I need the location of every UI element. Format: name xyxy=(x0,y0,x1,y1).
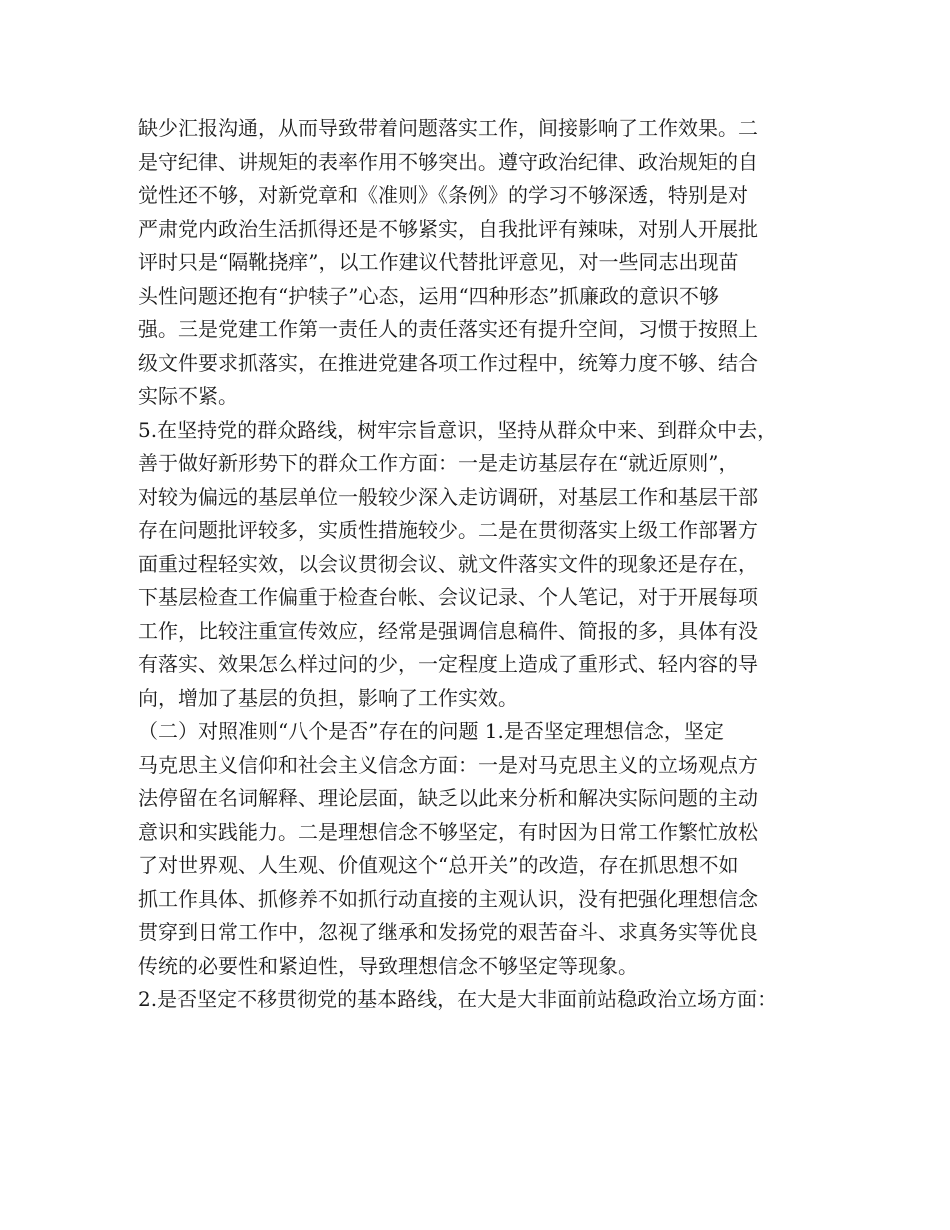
text-line: 善于做好新形势下的群众工作方面：一是走访基层存在“就近原则”， xyxy=(138,451,739,475)
text-line: 级文件要求抓落实，在推进党建各项工作过程中，统筹力度不够、结合 xyxy=(138,350,758,375)
text-line: 传统的必要性和紧迫性，导致理想信念不够坚定等现象。 xyxy=(138,953,638,978)
text-line: 法停留在名词解释、理论层面，缺乏以此来分析和解决实际问题的主动 xyxy=(138,786,758,810)
text-line: 实际不紧。 xyxy=(138,384,238,408)
body-text xyxy=(138,112,838,1017)
text-line: 是守纪律、讲规矩的表率作用不够突出。遵守政治纪律、政治规矩的自 xyxy=(138,149,758,174)
text-line: 面重过程轻实效，以会议贯彻会议、就文件落实文件的现象还是存在， xyxy=(138,551,758,576)
text-line: 强。三是党建工作第一责任人的责任落实还有提升空间，习惯于按照上 xyxy=(138,317,758,341)
text-line: 贯穿到日常工作中，忽视了继承和发扬党的艰苦奋斗、求真务实等优良 xyxy=(138,920,758,944)
text-line: 5.在坚持党的群众路线，树牢宗旨意识，坚持从群众中来、到群众中去， xyxy=(138,417,778,442)
text-line: 觉性还不够，对新党章和《准则》《条例》的学习不够深透，特别是对 xyxy=(138,183,748,207)
text-line: 对较为偏远的基层单位一般较少深入走访调研，对基层工作和基层干部 xyxy=(138,484,758,509)
text-line: 下基层检查工作偏重于检查台帐、会议记录、个人笔记，对于开展每项 xyxy=(138,585,758,609)
text-line: 意识和实践能力。二是理想信念不够坚定，有时因为日常工作繁忙放松 xyxy=(138,819,758,844)
text-line: 工作，比较注重宣传效应，经常是强调信息稿件、简报的多，具体有没 xyxy=(138,618,758,643)
text-line: 严肃党内政治生活抓得还是不够紧实，自我批评有辣味，对别人开展批 xyxy=(138,216,758,241)
text-line: 头性问题还抱有“护犊子”心态，运用“四种形态”抓廉政的意识不够 xyxy=(138,283,719,308)
text-line: 有落实、效果怎么样过问的少，一定程度上造成了重形式、轻内容的导 xyxy=(138,652,758,676)
text-line: 2.是否坚定不移贯彻党的基本路线，在大是大非面前站稳政治立场方面： xyxy=(138,987,778,1011)
text-line: 存在问题批评较多，实质性措施较少。二是在贯彻落实上级工作部署方 xyxy=(138,518,758,542)
text-line: 向，增加了基层的负担，影响了工作实效。 xyxy=(138,685,518,710)
text-line: 缺少汇报沟通，从而导致带着问题落实工作，间接影响了工作效果。二 xyxy=(138,116,758,140)
text-line: 马克思主义信仰和社会主义信念方面：一是对马克思主义的立场观点方 xyxy=(138,752,758,777)
text-line: 评时只是“隔靴挠痒”，以工作建议代替批评意见，对一些同志出现苗 xyxy=(138,250,739,274)
text-line: 了对世界观、人生观、价值观这个“总开关”的改造，存在抓思想不如 xyxy=(138,853,739,877)
text-line: 抓工作具体、抓修养不如抓行动直接的主观认识，没有把强化理想信念 xyxy=(138,886,758,911)
text-line: （二）对照准则“八个是否”存在的问题 1.是否坚定理想信念，坚定 xyxy=(138,719,724,743)
